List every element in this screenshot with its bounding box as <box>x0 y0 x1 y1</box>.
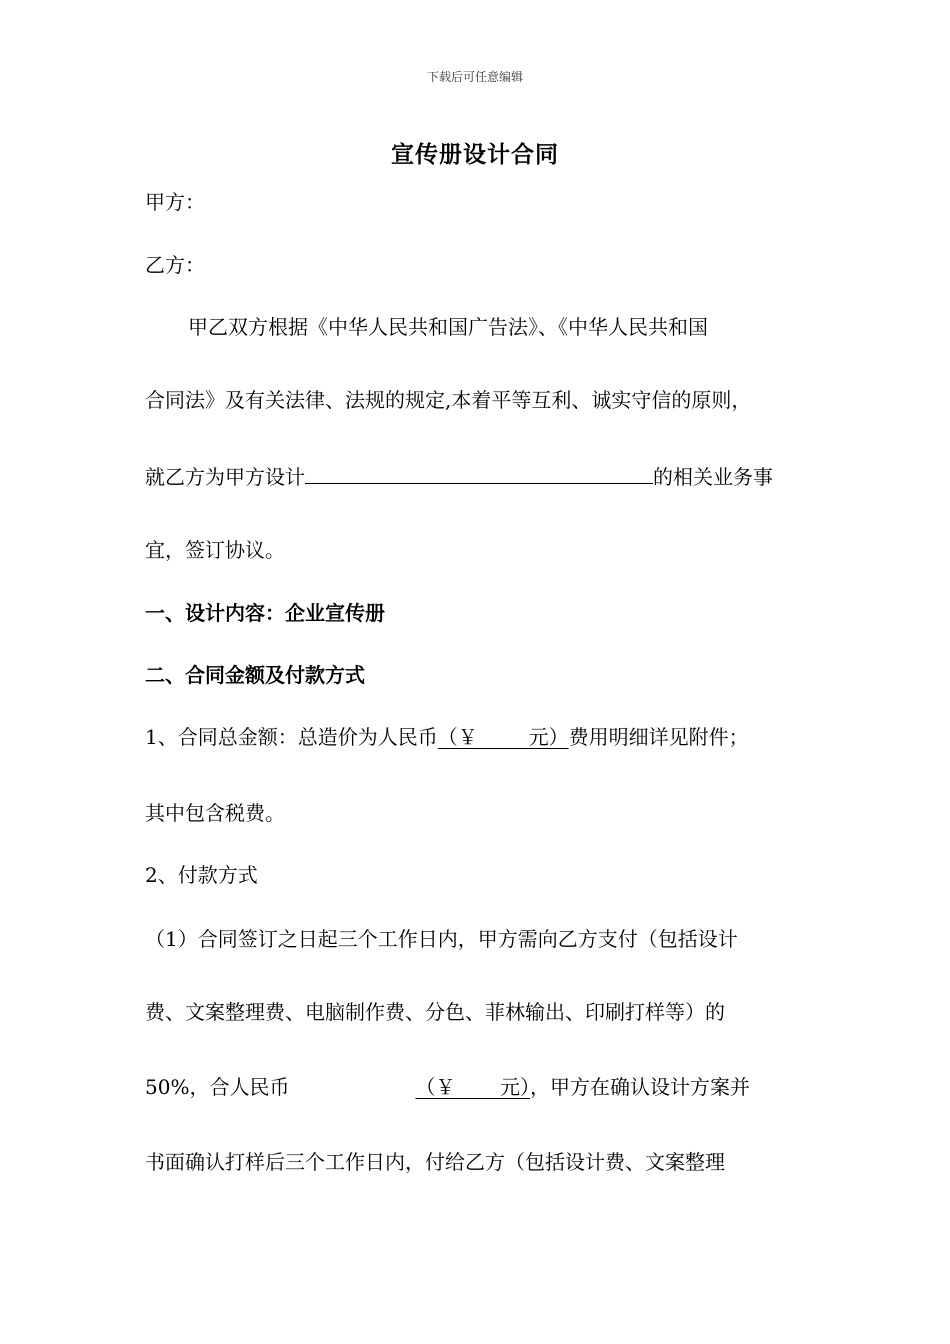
clause-1-line-3-before: 50%，合人民币 <box>145 1075 290 1099</box>
clause-1-line-4: 书面确认打样后三个工作日内，付给乙方（包括设计费、文案整理 <box>145 1150 725 1174</box>
party-a-label: 甲方： <box>145 190 205 214</box>
item-1-line-2: 其中包含税费。 <box>145 801 285 825</box>
intro-line-3-before: 就乙方为甲方设计 <box>145 465 305 489</box>
party-b-label: 乙方： <box>145 253 205 277</box>
intro-line-3 <box>145 461 815 491</box>
item-1-line-1 <box>145 723 815 751</box>
design-subject-blank[interactable] <box>305 461 653 484</box>
intro-line-1: 甲乙双方根据《中华人民共和国广告法》、《中华人民共和国 <box>188 315 708 339</box>
clause-1-line-2: 费、文案整理费、电脑制作费、分色、菲林输出、印刷打样等）的 <box>145 1000 725 1024</box>
clause-1-line-1: （1）合同签订之日起三个工作日内，甲方需向乙方支付（包括设计 <box>145 927 738 951</box>
first-payment-amount-field[interactable]: （￥ 元） <box>415 1075 530 1099</box>
header-note: 下载后可任意编辑 <box>426 70 523 84</box>
item-1-before: 1、合同总金额：总造价为人民币 <box>145 725 438 749</box>
intro-line-3-after: 的相关业务事 <box>653 465 773 489</box>
intro-line-2: 合同法》及有关法律、法规的规定,本着平等互利、诚实守信的原则， <box>145 388 752 412</box>
clause-1-line-3-after: ，甲方在确认设计方案并 <box>529 1075 750 1099</box>
clause-1-line-3 <box>145 1073 815 1101</box>
total-amount-field[interactable]: （￥ 元） <box>437 725 569 749</box>
section-2-heading: 二、合同金额及付款方式 <box>145 663 365 687</box>
item-1-after: 费用明细详见附件； <box>568 725 749 749</box>
section-1-heading: 一、设计内容：企业宣传册 <box>145 601 385 625</box>
item-2-label: 2、付款方式 <box>145 863 258 887</box>
document-title: 宣传册设计合同 <box>391 142 559 168</box>
intro-line-4: 宜，签订协议。 <box>145 538 285 562</box>
